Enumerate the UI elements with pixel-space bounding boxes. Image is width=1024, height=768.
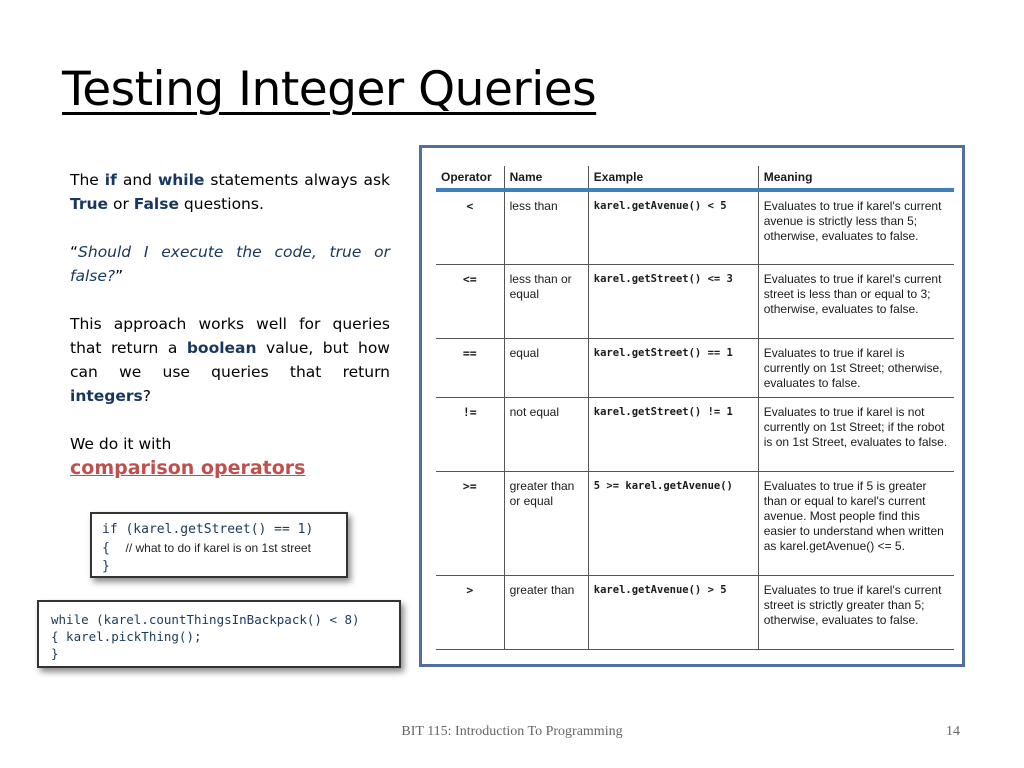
text: questions. xyxy=(178,195,264,213)
code-brace: { xyxy=(102,541,110,556)
text: This approach works well for queries that return a xyxy=(70,315,390,357)
cell-example: 5 >= karel.getAvenue() xyxy=(588,471,758,575)
text: statements always ask xyxy=(204,171,390,189)
table-row xyxy=(436,190,954,264)
cell-name: not equal xyxy=(504,397,588,471)
paragraph-quote xyxy=(70,240,390,288)
keyword-while: while xyxy=(157,171,205,189)
cell-example: karel.getStreet() != 1 xyxy=(588,397,758,471)
keyword-true: True xyxy=(70,195,109,213)
cell-meaning: Evaluates to true if 5 is greater than or equal to karel's current avenue. Most people find this easier to understand when written as karel.getAvenue() <= 5. xyxy=(758,471,954,575)
table-row xyxy=(436,397,954,471)
col-header-meaning: Meaning xyxy=(758,166,954,190)
keyword-integers: integers xyxy=(70,387,143,405)
cell-meaning: Evaluates to true if karel's current street is less than or equal to 3; otherwise, evaluates to false. xyxy=(758,264,954,338)
col-header-example: Example xyxy=(588,166,758,190)
col-header-name: Name xyxy=(504,166,588,190)
cell-example: karel.getAvenue() < 5 xyxy=(588,190,758,264)
cell-operator: < xyxy=(436,190,504,264)
text: or xyxy=(108,195,134,213)
cell-operator: > xyxy=(436,575,504,649)
text: and xyxy=(116,171,158,189)
keyword-if: if xyxy=(104,171,117,189)
code-line: { karel.pickThing(); xyxy=(51,629,202,644)
cell-example: karel.getAvenue() > 5 xyxy=(588,575,758,649)
slide-title: Testing Integer Queries xyxy=(62,62,597,117)
operators-table-panel xyxy=(419,145,965,667)
paragraph-approach xyxy=(70,312,390,408)
comparison-operators-link[interactable]: comparison operators xyxy=(70,457,306,479)
slide-footer: BIT 115: Introduction To Programming xyxy=(401,724,623,739)
quote-open: “ xyxy=(70,243,79,261)
text: The xyxy=(70,171,105,189)
operators-table xyxy=(436,166,954,650)
table-row xyxy=(436,264,954,338)
code-snippet-if xyxy=(90,512,348,578)
paragraph-comparison xyxy=(70,432,390,481)
table-row xyxy=(436,575,954,649)
page-number: 14 xyxy=(946,724,960,739)
quote-close: ” xyxy=(115,267,124,285)
cell-operator: >= xyxy=(436,471,504,575)
cell-name: less than or equal xyxy=(504,264,588,338)
cell-name: equal xyxy=(504,338,588,397)
cell-meaning: Evaluates to true if karel's current street is strictly greater than 5; otherwise, evaluates to false. xyxy=(758,575,954,649)
table-row xyxy=(436,338,954,397)
text: value, but how can we use queries that return xyxy=(70,339,390,381)
body-text xyxy=(70,168,390,505)
cell-name: less than xyxy=(504,190,588,264)
cell-meaning: Evaluates to true if karel is not currently on 1st Street; if the robot is on 1st Street, evaluates to false. xyxy=(758,397,954,471)
code-snippet-while xyxy=(37,600,401,668)
table-row xyxy=(436,471,954,575)
cell-meaning: Evaluates to true if karel is currently on 1st Street; otherwise, evaluates to false. xyxy=(758,338,954,397)
cell-operator: != xyxy=(436,397,504,471)
code-line xyxy=(102,539,336,558)
quote-text: Should I execute the code, true or false? xyxy=(70,243,390,285)
code-line: } xyxy=(102,559,110,574)
cell-name: greater than xyxy=(504,575,588,649)
code-line: while (karel.countThingsInBackpack() < 8) xyxy=(51,612,360,627)
cell-example: karel.getStreet() == 1 xyxy=(588,338,758,397)
keyword-boolean: boolean xyxy=(186,339,257,357)
cell-meaning: Evaluates to true if karel's current avenue is strictly less than 5; otherwise, evaluates to false. xyxy=(758,190,954,264)
cell-name: greater than or equal xyxy=(504,471,588,575)
code-line: } xyxy=(51,646,59,661)
code-comment: // what to do if karel is on 1st street xyxy=(125,541,311,555)
text: We do it with xyxy=(70,435,172,453)
text: ? xyxy=(142,387,151,405)
cell-operator: == xyxy=(436,338,504,397)
keyword-false: False xyxy=(133,195,179,213)
paragraph-if-while xyxy=(70,168,390,216)
table-header-row xyxy=(436,166,954,190)
cell-example: karel.getStreet() <= 3 xyxy=(588,264,758,338)
code-line: if (karel.getStreet() == 1) xyxy=(102,522,314,537)
cell-operator: <= xyxy=(436,264,504,338)
col-header-operator: Operator xyxy=(436,166,504,190)
